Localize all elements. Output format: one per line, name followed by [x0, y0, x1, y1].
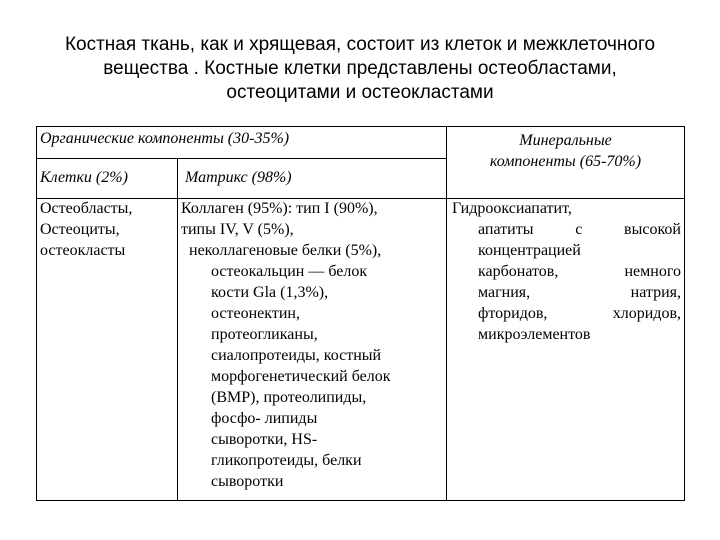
mineral-line [452, 282, 681, 303]
mineral-word: магния, [478, 284, 531, 301]
table-border-bottom [36, 500, 685, 501]
matrix-line: Коллаген (95%): тип I (90%), [181, 200, 378, 217]
mineral-word: немного [624, 263, 681, 280]
mineral-components-header [446, 126, 685, 198]
matrix-line: остеокальцин — белок [211, 263, 368, 280]
mineral-word: высокой [624, 221, 681, 238]
matrix-line: протеогликаны, [211, 326, 318, 343]
mineral-header-line-2: компоненты (65-70%) [489, 153, 642, 170]
mineral-word: натрия, [630, 284, 681, 301]
matrix-line: гликопротеиды, белки [211, 452, 362, 469]
title-line-1: Костная ткань, как и хрящевая, состоит из клеток и межклеточного [64, 34, 656, 55]
cell-type-item: Остеоциты, [40, 221, 120, 238]
matrix-line: типы IV, V (5%), [181, 221, 294, 238]
title-line-2: вещества . Костные клетки представлены остеобластами, [103, 58, 617, 79]
matrix-line: кости Gla (1,3%), [211, 284, 329, 301]
mineral-word: с [575, 221, 583, 238]
matrix-header: Матрикс (98%) [185, 169, 292, 186]
matrix-line: (ВМР), протеолипиды, [211, 389, 367, 406]
mineral-line: Гидрооксиапатит, [452, 200, 572, 217]
mineral-line [452, 303, 681, 324]
matrix-line: сыворотки [211, 473, 284, 490]
cell-type-item: остеокласты [40, 242, 126, 259]
organic-components-header: Органические компоненты (30-35%) [40, 130, 290, 147]
mineral-components-text [446, 198, 685, 345]
matrix-line: сиалопротеиды, костный [211, 347, 382, 364]
matrix-line: морфогенетический белок [211, 368, 391, 385]
matrix-line: сыворотки, HS- [211, 431, 318, 448]
mineral-word: хлоридов, [612, 305, 681, 322]
mineral-word: фторидов, [478, 305, 548, 322]
mineral-word: апатиты [478, 221, 534, 238]
slide-title [30, 33, 690, 105]
matrix-line: фосфо- липиды [211, 410, 318, 427]
cell-type-item: Остеобласты, [40, 200, 133, 217]
mineral-line: микроэлементов [478, 326, 591, 343]
matrix-components-text [177, 198, 446, 492]
mineral-header-line-1: Минеральные [519, 132, 612, 149]
composition-table [36, 126, 685, 501]
cells-list [36, 198, 177, 261]
mineral-word: карбонатов, [478, 263, 559, 280]
mineral-line: концентрацией [478, 242, 581, 259]
cells-header: Клетки (2%) [40, 169, 128, 186]
mineral-line [452, 219, 681, 240]
matrix-line: неколлагеновые белки (5%), [189, 242, 382, 259]
title-line-3: остеоцитами и остеокластами [226, 82, 494, 103]
matrix-line: остеонектин, [211, 305, 300, 322]
mineral-line [452, 261, 681, 282]
